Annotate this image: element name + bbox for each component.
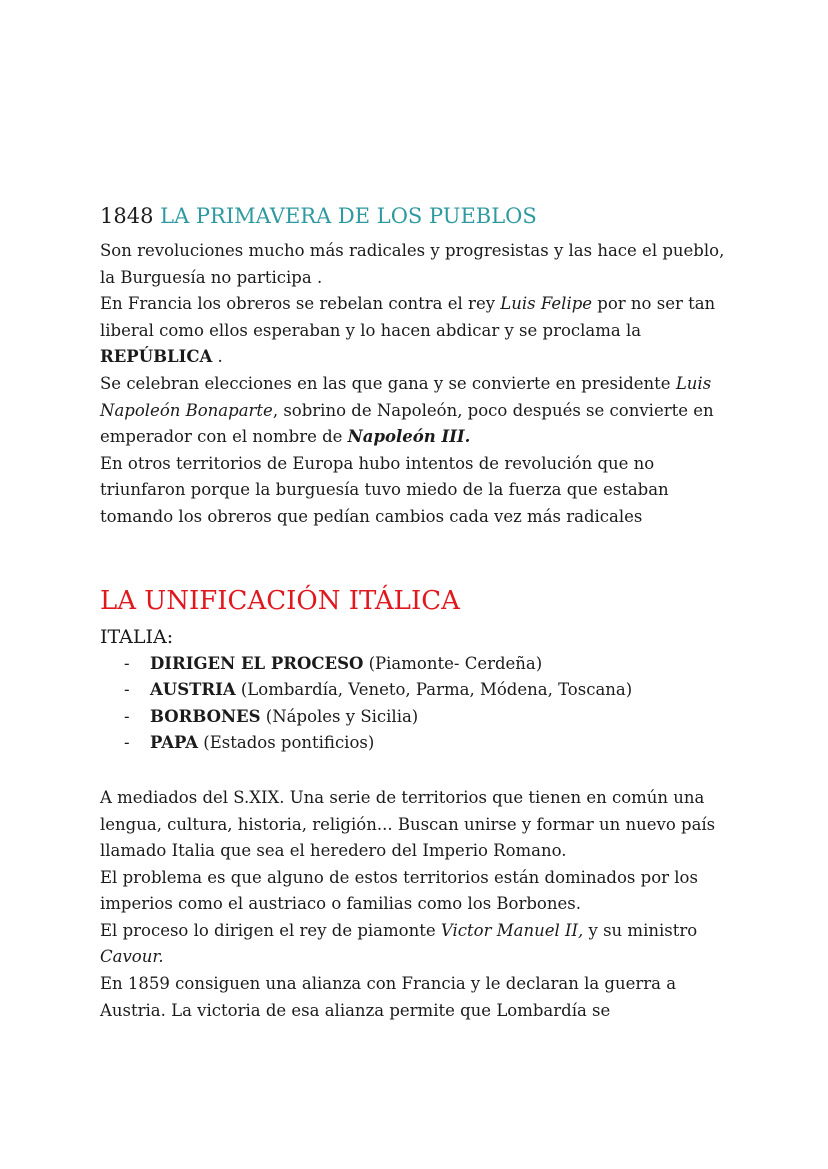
- paragraph-elecciones: [100, 371, 740, 451]
- list-item: [124, 677, 740, 704]
- name-napoleon-iii: Napoleón III.: [347, 427, 471, 447]
- list-dash: -: [124, 680, 130, 700]
- text-fragment: El proceso lo dirigen el rey de piamonte: [100, 920, 441, 940]
- text-fragment: por no ser tan liberal como ellos esperaban y lo hacen abdicar y se proclama la: [100, 294, 716, 340]
- paragraph-problema: El problema es que alguno de estos territorios están dominados por los imperios como el austriaco o familias como los Borbones.: [100, 867, 698, 914]
- list-item: [124, 704, 740, 731]
- name-cavour: Cavour.: [100, 947, 164, 967]
- list-item-detail: (Piamonte- Cerdeña): [363, 653, 543, 673]
- list-item-bold: BORBONES: [150, 706, 261, 726]
- text-fragment: y su ministro: [583, 920, 698, 940]
- list-dash: -: [124, 653, 130, 673]
- section-heading-1848: [100, 200, 740, 232]
- heading-title: LA PRIMAVERA DE LOS PUEBLOS: [160, 204, 537, 228]
- list-dash: -: [124, 706, 130, 726]
- paragraph-1859: En 1859 consiguen una alianza con Francia y le declaran la guerra a Austria. La victoria de esa alianza permite que Lombardía se: [100, 974, 677, 1020]
- list-item: [124, 730, 740, 757]
- list-dash: -: [124, 733, 130, 753]
- list-item-bold: AUSTRIA: [150, 680, 236, 700]
- text-fragment: .: [212, 347, 223, 367]
- paragraph-mediados: A mediados del S.XIX. Una serie de territorios que tienen en común una lengua, cultura, historia, religión... Buscan unirse y formar un nuevo país llamado Italia que sea el heredero del Imperio Romano.: [100, 787, 716, 861]
- list-item-bold: PAPA: [150, 733, 199, 753]
- paragraph-revoluciones: Son revoluciones mucho más radicales y progresistas y las hace el pueblo, la Burguesía no participa .: [100, 241, 725, 287]
- paragraph-proceso: [100, 918, 740, 971]
- term-republica: REPÚBLICA: [100, 347, 213, 367]
- document-page: [100, 200, 740, 1024]
- name-luis-napoleon: Luis Napoleón Bonaparte: [100, 373, 712, 420]
- list-item-detail: (Nápoles y Sicilia): [260, 706, 419, 726]
- name-victor-manuel: Victor Manuel II,: [440, 920, 584, 940]
- regions-list: [100, 651, 740, 757]
- spacer: [100, 757, 740, 785]
- list-item-detail: (Estados pontificios): [198, 733, 375, 753]
- spacer: [100, 531, 740, 583]
- text-fragment: Se celebran elecciones en las que gana y se convierte en presidente: [100, 373, 676, 393]
- italia-label: ITALIA:: [100, 625, 174, 648]
- list-item-bold: DIRIGEN EL PROCESO: [150, 653, 364, 673]
- section-heading-unificacion: LA UNIFICACIÓN ITÁLICA: [100, 585, 460, 616]
- list-item: [124, 651, 740, 678]
- paragraph-francia: [100, 291, 740, 371]
- name-luis-felipe: Luis Felipe: [500, 294, 593, 314]
- text-fragment: , sobrino de Napoleón, poco después se convierte en emperador con el nombre de: [100, 400, 714, 447]
- heading-year: 1848: [100, 204, 154, 228]
- list-item-detail: (Lombardía, Veneto, Parma, Módena, Toscana): [235, 680, 633, 700]
- text-fragment: En Francia los obreros se rebelan contra el rey: [100, 294, 501, 314]
- paragraph-otros-territorios: En otros territorios de Europa hubo intentos de revolución que no triunfaron porque la burguesía tuvo miedo de la fuerza que estaban tomando los obreros que pedían cambios cada vez más radicales: [100, 453, 669, 526]
